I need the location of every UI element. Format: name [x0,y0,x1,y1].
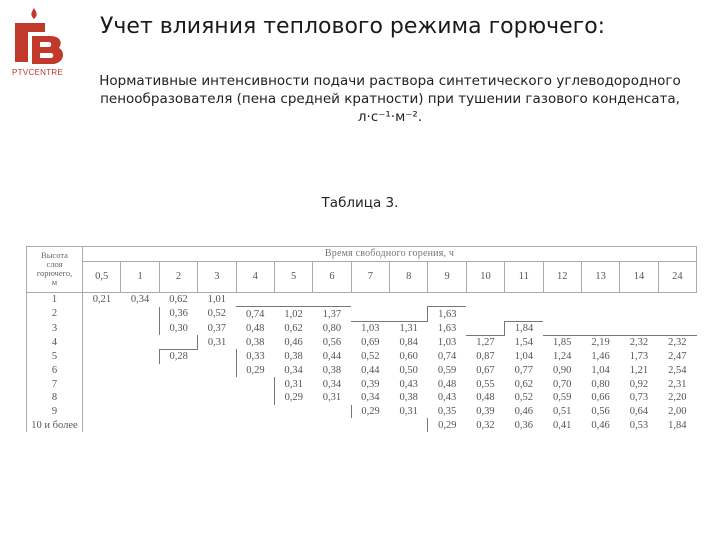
column-header: 9 [428,261,466,292]
column-header: 2 [159,261,197,292]
table-cell: 1,02 [274,307,312,321]
table-cell [581,292,619,307]
description-line: Нормативные интенсивности подачи раствора синтетического углеводородного [99,73,681,89]
corner-header [27,247,83,293]
column-header: 13 [581,261,619,292]
row-height-label: 1 [27,292,83,307]
table-cell: 0,21 [92,294,112,306]
column-header: 24 [658,261,696,292]
table-cell [466,307,504,321]
table-cell [83,335,121,349]
table-row [27,418,697,432]
table-cell: 0,80 [591,378,610,390]
table-cell [198,364,236,378]
table-cell [658,321,696,335]
table-cell: 0,56 [322,336,342,348]
table-cell: 2,00 [668,406,687,418]
table-cell: 0,60 [399,351,418,363]
table-cell [620,292,658,307]
column-header: 12 [543,261,581,292]
table-cell: 0,35 [437,406,457,418]
table-cell: 0,32 [476,419,495,431]
table-cell [351,418,389,432]
table-cell: 0,31 [322,392,342,404]
table-cell: 2,31 [668,378,687,390]
corner-label: горючего, [36,268,73,279]
table-cell: 1,73 [629,351,649,363]
table-cell: 0,62 [169,294,188,306]
table-row [27,405,697,419]
table-cell: 2,54 [668,364,687,376]
table-cell: 0,44 [361,364,380,376]
table-cell [121,335,159,349]
table-cell [543,292,581,307]
table-cell [83,321,121,335]
table-cell: 1,04 [514,351,533,363]
table-cell: 0,33 [246,351,265,363]
table-cell: 0,73 [629,392,649,404]
table-row [27,349,697,363]
table-cell [620,321,658,335]
table-cell [83,377,121,391]
table-cell: 0,38 [399,392,418,404]
table-row [27,307,697,321]
table-cell [236,418,274,432]
table-cell [83,405,121,419]
table-cell: 0,31 [399,406,418,418]
table-cell: 0,80 [322,322,342,334]
table-row [27,292,697,307]
column-header: 10 [466,261,504,292]
column-header: 11 [505,261,543,292]
table-cell [83,364,121,378]
table-row [27,364,697,378]
table-cell [159,377,197,391]
row-height-label: 7 [27,377,83,391]
table-cell: 1,84 [668,419,687,431]
row-height-label: 2 [27,307,83,321]
table-row [27,377,697,391]
table-cell: 0,44 [322,351,342,363]
table-cell [121,391,159,405]
table-cell: 0,37 [207,322,226,334]
table-cell: 0,28 [159,349,197,363]
table-cell: 0,90 [553,364,572,376]
table-cell: 1,54 [514,336,533,348]
table-cell: 0,48 [476,392,495,404]
table-cell [505,307,543,321]
table-cell [236,405,274,419]
table-cell: 1,27 [466,335,504,349]
table-cell [543,307,581,321]
table-cell [159,418,197,432]
table-cell [351,292,389,307]
table-cell: 0,50 [399,364,418,376]
table-cell: 0,51 [553,406,572,418]
corner-label: м [51,277,58,288]
table-caption: Таблица 3. [321,195,399,211]
table-cell: 0,38 [284,351,303,363]
table-cell: 0,56 [591,406,610,418]
table-cell [274,405,312,419]
table-cell: 0,30 [169,322,188,334]
table-cell: 0,74 [437,351,457,363]
table-cell: 0,48 [246,322,265,334]
row-height-label: 3 [27,321,83,335]
table-cell [466,292,504,307]
table-cell: 0,34 [284,364,303,376]
table-cell [351,307,389,321]
column-header: 0,5 [83,261,121,292]
table-cell [543,321,581,335]
logo-icon [10,6,70,76]
table-cell: 0,62 [284,322,303,334]
table-cell [313,405,351,419]
table-cell [83,391,121,405]
intensity-table [26,246,697,432]
table-cell: 0,74 [236,307,274,321]
table-cell [83,307,121,321]
table-cell: 1,63 [437,322,457,334]
table-cell: 0,77 [514,364,533,376]
table-cell [581,307,619,321]
table-cell [121,405,159,419]
table-cell: 0,34 [130,294,150,306]
table-cell: 0,39 [476,406,495,418]
column-header-row [27,261,697,292]
table-cell: 0,34 [322,378,342,390]
table-cell: 0,46 [284,336,303,348]
column-header: 3 [198,261,236,292]
table-cell: 0,43 [437,392,457,404]
table-cell: 0,52 [361,351,380,363]
table-cell [658,307,696,321]
table-cell [390,418,428,432]
table-cell: 0,64 [629,406,649,418]
table-cell: 0,41 [553,419,572,431]
table-cell: 0,38 [246,336,265,348]
table-cell [159,364,197,378]
table-cell: 0,31 [207,336,227,348]
table-cell: 0,29 [284,392,303,404]
table-cell [198,349,236,363]
table-cell: 0,55 [476,378,495,390]
table-cell [505,292,543,307]
table-cell: 2,20 [668,392,687,404]
corner-label: Высота [41,250,68,261]
table-cell: 1,63 [428,307,466,321]
table-cell [236,391,274,405]
table-cell: 0,31 [284,378,303,390]
table-row [27,321,697,335]
column-header: 8 [390,261,428,292]
table-cell: 0,36 [514,419,533,431]
table-cell: 1,04 [591,364,610,376]
table-cell: 1,21 [629,364,649,376]
time-header: Время свободного горения, ч [83,247,697,262]
table-cell [236,292,274,307]
table-row [27,391,697,405]
table-cell: 0,59 [437,364,457,376]
table-cell: 1,37 [313,307,351,321]
column-header: 4 [236,261,274,292]
table-cell: 0,52 [207,308,226,320]
table-cell: 0,38 [322,364,342,376]
table-cell: 0,62 [514,378,533,390]
table-cell: 0,70 [553,378,572,390]
table-cell [159,405,197,419]
row-height-label: 6 [27,364,83,378]
logo-text: PTVCENTRE [12,68,64,77]
table-cell [313,418,351,432]
table-cell: 0,34 [361,392,380,404]
column-header: 5 [274,261,312,292]
table-cell: 2,32 [658,335,696,349]
table-cell [658,292,696,307]
description-units: л·с⁻¹·м⁻². [357,109,423,125]
table-cell: 0,69 [361,336,380,348]
table-row [27,335,697,349]
table-cell [428,292,466,307]
row-height-label: 9 [27,405,83,419]
slide-title: Учет влияния теплового режима горючего: [100,14,606,39]
table-cell [83,349,121,363]
table-cell: 0,84 [399,336,418,348]
table-cell [121,418,159,432]
table-cell [121,377,159,391]
table-cell [121,307,159,321]
row-height-label: 10 и более [27,418,83,432]
table-cell [159,335,197,349]
table-cell [121,349,159,363]
table-cell: 0,92 [629,378,649,390]
table-cell: 0,48 [437,378,457,390]
table-cell: 0,29 [361,406,380,418]
table-cell: 0,36 [169,308,188,320]
table-cell [198,405,236,419]
table-cell: 1,31 [390,321,428,335]
table-cell: 2,19 [581,335,619,349]
table-cell [390,307,428,321]
table-cell: 1,46 [591,351,610,363]
table-cell: 0,46 [591,419,610,431]
column-header: 7 [351,261,389,292]
table-cell [581,321,619,335]
table-cell [198,418,236,432]
table-cell [466,321,504,335]
table-cell [274,292,312,307]
column-header: 1 [121,261,159,292]
table-cell [198,391,236,405]
table-cell [159,391,197,405]
row-height-label: 4 [27,335,83,349]
table-cell [236,377,274,391]
table-cell: 2,47 [668,351,687,363]
table-cell: 1,24 [553,351,572,363]
column-header: 14 [620,261,658,292]
table-cell: 0,39 [361,378,380,390]
table-cell: 0,53 [629,419,649,431]
row-height-label: 8 [27,391,83,405]
column-header: 6 [313,261,351,292]
table-header-row [27,247,697,262]
table-cell [83,418,121,432]
table-cell [390,292,428,307]
table-cell: 1,01 [207,294,226,306]
table-cell: 0,29 [438,419,457,431]
description-line: пенообразователя (пена средней кратности) при тушении газового конденсата, [100,91,680,107]
table-cell [121,364,159,378]
table-cell [313,292,351,307]
table-cell: 0,59 [553,392,572,404]
table-cell [121,321,159,335]
slide-description [70,72,710,126]
table-cell: 0,87 [476,351,495,363]
row-height-label: 5 [27,349,83,363]
table-cell: 0,52 [514,392,533,404]
table-cell: 0,66 [591,392,610,404]
table-cell: 0,46 [514,406,533,418]
table-cell: 0,67 [476,364,495,376]
table-cell [620,307,658,321]
table-cell [198,377,236,391]
table-cell: 1,03 [351,321,389,335]
table-cell [274,418,312,432]
table-cell: 1,85 [543,335,581,349]
table-cell: 2,32 [620,335,658,349]
table-cell: 1,84 [505,321,543,335]
table-cell: 0,29 [246,364,265,376]
corner-label: слоя [46,259,63,270]
table-cell: 0,43 [399,378,418,390]
table-cell: 1,03 [437,336,457,348]
